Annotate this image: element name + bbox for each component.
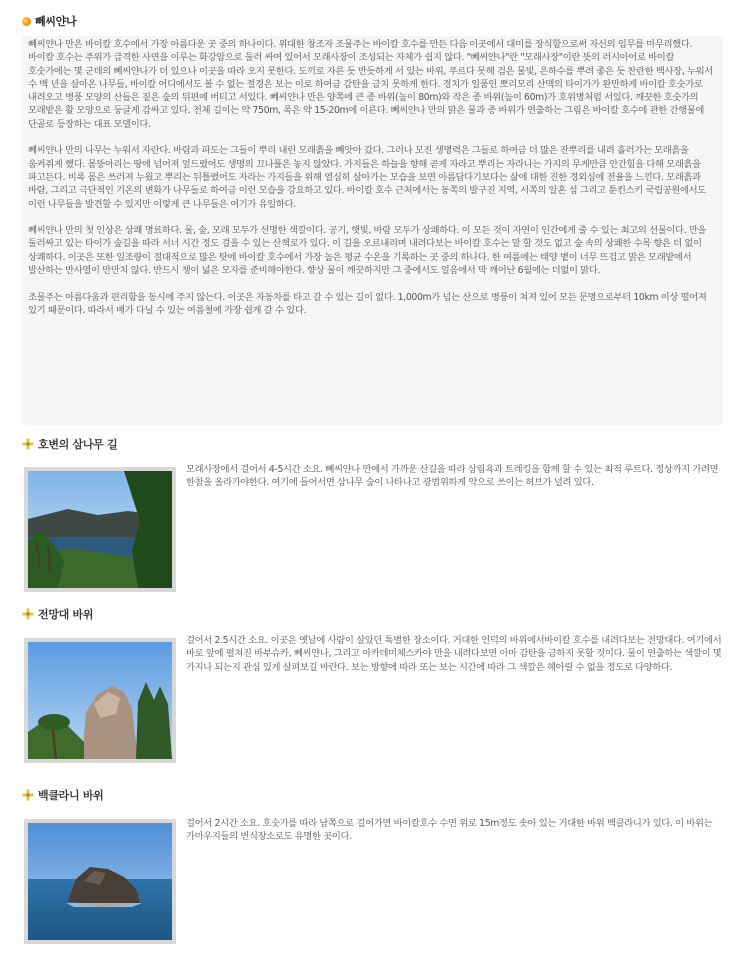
intro-paragraph: 뻬씨얀나 만의 나무는 누워서 자란다. 바람과 파도는 그들이 뿌리 내린 모래흙을 빼앗아 갔다. 그러나 모진 생명력은 그들로 하여금 더 많은 잔뿌리를 내려 흘러가는 모래흙을 움켜쥐게 했다. 몸뚱아리는 땅에 넘어져 엎드렸어도 생명의 끄나풀은 놓지 않았다. 가지들은 하늘을 향해 곧게 자라고 뿌리는 자라나는 가지의 무게만큼 안간힘을 다해 모래흙을 파고든다. 비록 몸은 쓰러져 누웠고 뿌리는 뒤틀렸어도 자라는 가지들을 위해 열심히 살아가는 모습을 보면 아름답다기보다는 삶에 대한 진한 경외심에 전율을 느낀다. 모래흙과 바람, 그리고 극단적인 기온의 변화가 나무들로 하여금 이런 모습을 강요하고 있다. 바이칼 호수 근처에서는 동쪽의 발구진 지역, 서쪽의 알혼 섬 그리고 툰킨스키 국립공원에서도 이런 나무들을 발견할 수 있지만 이렇게 큰 나무들은 여기가 유일하다. (28, 145, 706, 210)
section-title-text: 백클라니 바위 (38, 789, 104, 802)
section-title (22, 606, 93, 622)
cedar-trail-photo (24, 467, 176, 592)
plus-icon (22, 438, 34, 450)
intro-paragraph: 뻬씨얀나 만의 첫 인상은 상쾌 명료하다. 물, 숲, 모래 모두가 선명한 색깔이다. 공기, 햇빛, 바람 모두가 상쾌하다. 이 모든 것이 자연이 인간에게 줄 수 있는 최고의 선물이다. 만을 둘러싸고 있는 타이가 숲길을 따라 서너 시간 정도 걸을 수 있는 산책로가 있다. 이 길을 오르내리며 내려다보는 바이칼 호수는 말 할 것도 없고 숲 속의 상쾌한 수목 향은 더 없이 상쾌하다. 이곳은 또한 일조량이 절대적으로 많은 탓에 바이칼 호수에서 가장 높은 평균 수온을 기록하는 곳 중의 하나다. 한 여름에는 태양 볕이 너무 뜨겁고 맑은 모래밭에서 발산하는 반사열이 만만치 않다. 반드시 챙이 넓은 모자를 준비해야한다. 향상 물이 깨끗하지만 그 중에서도 얼음에서 막 깨어난 6월에는 더없이 맑다. (28, 225, 707, 277)
section-text: 걸어서 2.5시간 소요. 이곳은 옛날에 사람이 살았던 특별한 장소이다. 거대한 언덕의 바위에서바이칼 호수를 내려다보는 전망대다. 여기에서 바로 앞에 펼쳐진 바부슈카, 뻬씨얀나, 그리고 아카데미체스카야 만을 내려다보면 아마 감탄을 금하지 못할 것이다. 물이 연출하는 색깔이 몇 가지나 되는지 관심 있게 살펴보길 바란다. 보는 방향에 따라 또는 보는 시간에 따라 그 색깔은 헤아릴 수 없을 정도로 다양하다. (186, 635, 722, 673)
main-title-text: 뻬씨얀나 (35, 15, 77, 28)
plus-icon (22, 608, 34, 620)
main-title (22, 13, 76, 29)
observation-rock-photo (24, 638, 176, 763)
section-text: 걸어서 2시간 소요. 호숫가를 따라 남쪽으로 걸어가면 바이칼호수 수면 위로 15m정도 솟아 있는 거대한 바위 백클라니가 있다. 이 바위는 가마우지들의 번식장소로도 유명한 곳이다. (186, 818, 713, 843)
section-title-text: 호변의 삼나무 길 (38, 438, 118, 451)
intro-paragraph: 뻬씨얀나 만은 바이칼 호수에서 가장 아름다운 곳 중의 하나이다. 위대한 창조자 조물주는 바이칼 호수를 만든 다음 이곳에서 대미를 장식함으로써 자신의 임무를 마무리했다. 바이칼 호수는 주위가 급격한 사면을 이루는 화강암으로 둘러 싸여 있어서 모래사장이 조성되는 자체가 쉽지 않다. "뻬씨얀나"란 "모래사장"이란 뜻의 러시아어로 바이칼 호숫가에는 몇 군데의 뻬씨얀나가 더 있으나 이곳을 따라 오지 못한다. 도끼로 자른 듯 반듯하게 서 있는 바위, 푸르다 못해 검은 물빛, 은하수를 뿌려 좋은 듯 찬란한 백사장, 누워서 수 백 년을 살아온 나무들, 바이칼 어디에서도 볼 수 없는 절경은 보는 이로 하여금 감탄을 금치 못하게 한다. 경치가 일품인 뽀리모리 산맥의 타이가가 완만하게 바이칼 호숫가로 내려오고 병풍 모양의 산들은 짙은 숲의 뒤편에 버티고 서있다. 뻬씨얀나 만은 양쪽에 큰 종 바위(높이 80m)와 작은 종 바위(높이 60m)가 호위병처럼 서있다. 깨끗한 호숫가의 모래밭은 활 모양으로 둥글게 감싸고 있다. 전체 길이는 약 750m, 폭은 약 15-20m에 이른다. 뻬씨얀나 만의 맑은 물과 종 바위가 연출하는 그림은 바이칼 호수에 관한 간행물에 단골로 등장하는 대표 모델이다. (28, 39, 713, 130)
section-text: 모래사장에서 걸어서 4-5시간 소요. 뻬씨얀나 만에서 가까운 산길을 따라 삼림욕과 트레킹을 함께 할 수 있는 최적 루트다. 정상까지 가려면 한참을 올라가야한다. 여기에 들어서면 삼나무 숲이 나타나고 광범위하게 약으로 쓰이는 허브가 널려 있다. (186, 464, 719, 489)
beklani-rock-photo (24, 819, 176, 944)
section-title-text: 전망대 바위 (38, 608, 94, 621)
section-title (22, 787, 104, 803)
intro-text-box (22, 36, 723, 425)
plus-icon (22, 789, 34, 801)
section-title (22, 436, 117, 452)
orange-bullet-icon (22, 17, 31, 26)
intro-paragraph: 조물주는 아름다움과 편리함을 동시에 주지 않는다. 이곳은 자동차를 타고 갈 수 있는 길이 없다. 1,000m가 넘는 산으로 병풍이 쳐져 있어 모든 문명으로부터 10km 이상 떨어져 있기 때문이다. 따라서 배가 다닐 수 있는 여름철에 가장 쉽게 갈 수 있다. (28, 291, 707, 316)
